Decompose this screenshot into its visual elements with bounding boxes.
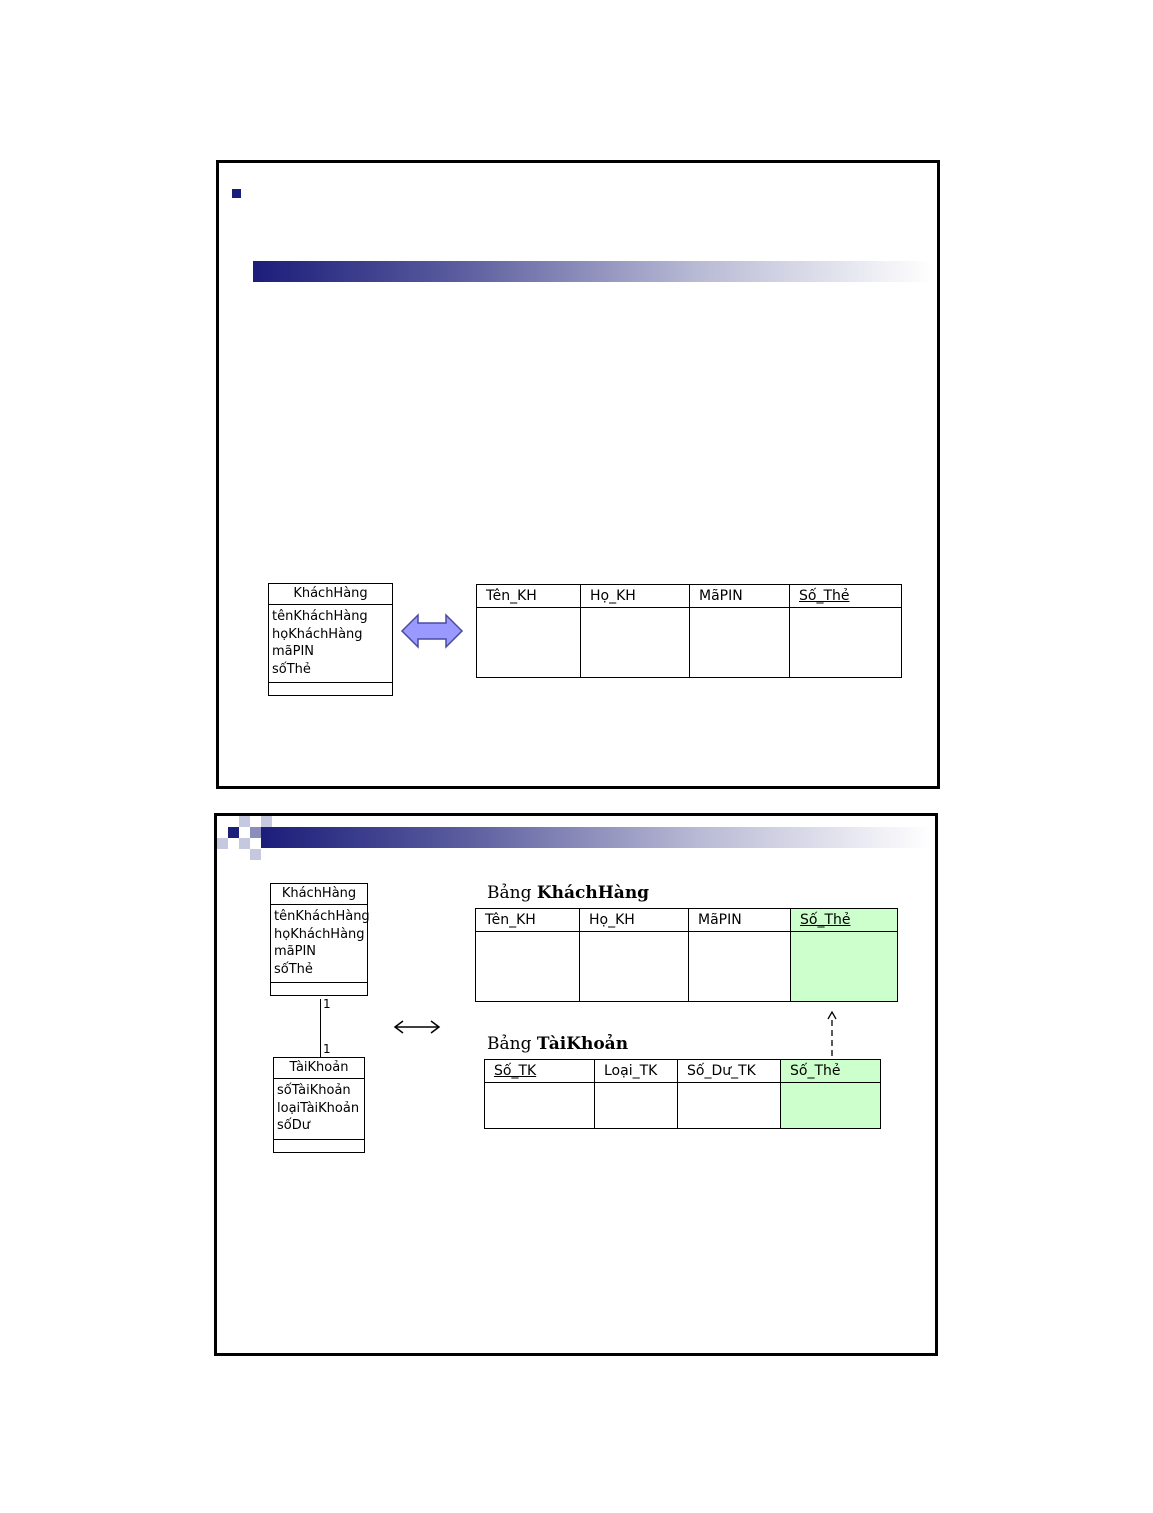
table-cell <box>678 1083 781 1129</box>
uml-class-name: KháchHàng <box>271 884 367 905</box>
decor-square <box>239 838 250 849</box>
table-header-cell: MãPIN <box>689 909 791 932</box>
uml-attributes <box>269 605 392 683</box>
decor-square <box>250 849 261 860</box>
decor-square <box>239 816 250 827</box>
table-cell <box>581 608 690 678</box>
table-cell <box>790 608 902 678</box>
decor-square <box>261 816 272 827</box>
customer-table <box>476 584 902 678</box>
table-cell <box>476 932 580 1002</box>
table-caption-customer: Bảng KháchHàng <box>487 883 650 903</box>
uml-attribute: tênKháchHàng <box>274 909 370 924</box>
table-header-cell-key: Số_TK <box>485 1060 595 1083</box>
uml-attributes <box>274 1079 364 1140</box>
uml-attribute: sốThẻ <box>272 661 311 677</box>
uml-operations <box>274 1140 364 1152</box>
uml-attribute: mãPIN <box>272 644 315 659</box>
table-header-cell-key: Số_Thẻ <box>791 909 898 932</box>
uml-attribute: họKháchHàng <box>274 926 365 942</box>
table-header-cell: Họ_KH <box>580 909 689 932</box>
uml-class-account <box>273 1057 365 1153</box>
customer-table <box>475 908 898 1002</box>
table-caption-account: Bảng TàiKhoản <box>487 1034 629 1054</box>
table-cell <box>477 608 581 678</box>
table-cell <box>689 932 791 1002</box>
double-arrow-icon <box>392 1019 442 1035</box>
multiplicity-bottom: 1 <box>323 1042 331 1056</box>
uml-attribute: sốTàiKhoản <box>277 1083 351 1098</box>
table-header-cell: Tên_KH <box>477 585 581 608</box>
decor-square <box>228 827 239 838</box>
table-header-cell: Tên_KH <box>476 909 580 932</box>
account-table <box>484 1059 881 1129</box>
uml-attribute: sốThẻ <box>274 961 313 977</box>
uml-class-customer <box>268 583 393 696</box>
uml-attributes <box>271 905 370 983</box>
table-cell-highlighted <box>781 1083 881 1129</box>
table-header-cell: Loại_TK <box>595 1060 678 1083</box>
uml-attribute: sốDư <box>277 1118 310 1133</box>
table-cell <box>485 1083 595 1129</box>
table-cell <box>580 932 689 1002</box>
uml-operations <box>271 983 367 995</box>
uml-class-name: KháchHàng <box>269 584 392 605</box>
decor-square <box>250 827 261 838</box>
table-cell <box>690 608 790 678</box>
double-arrow-icon <box>400 611 464 651</box>
association-line <box>320 999 321 1057</box>
dashed-arrow-icon <box>825 1010 839 1056</box>
uml-attribute: họKháchHàng <box>272 626 363 642</box>
decor-square <box>217 838 228 849</box>
title-gradient-bar <box>261 827 931 848</box>
uml-class-name: TàiKhoản <box>274 1058 364 1079</box>
slide-2 <box>214 813 938 1356</box>
uml-attribute: tênKháchHàng <box>272 609 368 624</box>
multiplicity-top: 1 <box>323 997 331 1011</box>
table-header-cell: Họ_KH <box>581 585 690 608</box>
uml-operations <box>269 683 392 695</box>
table-cell <box>595 1083 678 1129</box>
uml-attribute: mãPIN <box>274 944 317 959</box>
table-header-cell-fk: Số_Thẻ <box>781 1060 881 1083</box>
table-cell-highlighted <box>791 932 898 1002</box>
uml-class-customer <box>270 883 368 996</box>
slide-1 <box>216 160 940 789</box>
table-header-cell-key: Số_Thẻ <box>790 585 902 608</box>
title-gradient-bar <box>253 261 933 282</box>
bullet-icon <box>232 189 241 198</box>
uml-attribute: loạiTàiKhoản <box>277 1100 360 1116</box>
table-header-cell: Số_Dư_TK <box>678 1060 781 1083</box>
table-header-cell: MãPIN <box>690 585 790 608</box>
